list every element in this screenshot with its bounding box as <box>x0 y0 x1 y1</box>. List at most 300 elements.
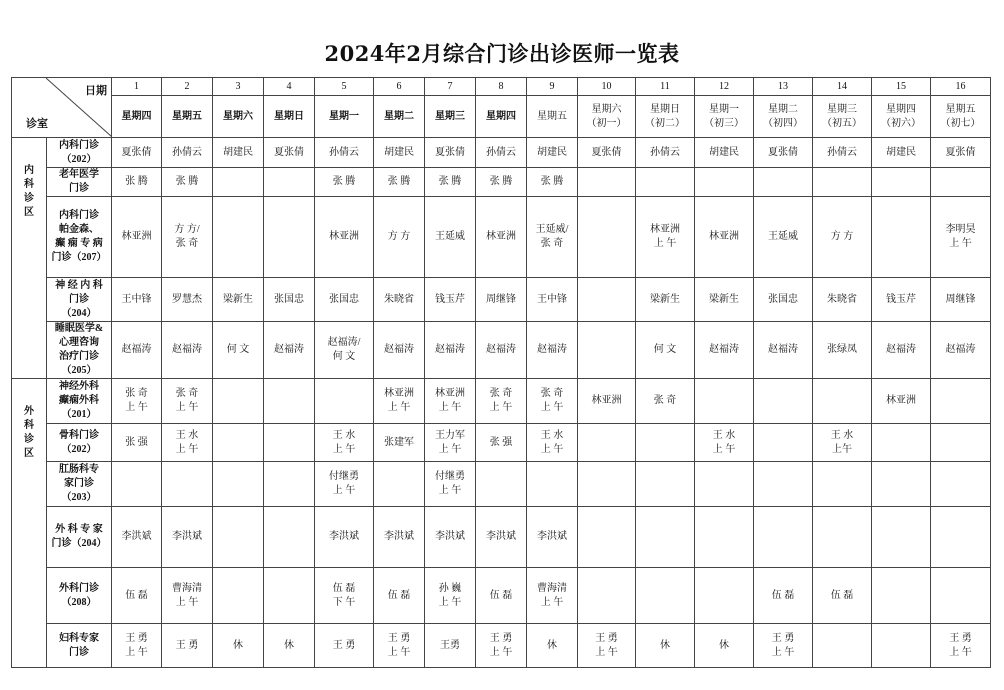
zone-char: 诊 <box>24 193 34 204</box>
cell-line: （初四） <box>763 117 803 129</box>
doctor-cell <box>754 624 813 668</box>
cell-line: 星期二 <box>384 110 414 122</box>
doctor-cell <box>476 624 527 668</box>
dept-name <box>47 138 112 168</box>
cell-line: （初一） <box>586 117 627 129</box>
cell-line: 王中锋 <box>121 293 152 305</box>
doctor-cell <box>636 197 695 278</box>
doctor-cell <box>162 322 213 379</box>
doctor-cell <box>813 568 872 624</box>
dept-row <box>12 168 991 197</box>
cell-line: 上午 <box>832 443 852 455</box>
cell-line: 上 午 <box>175 596 199 608</box>
cell-line: 上 午 <box>438 402 462 413</box>
doctor-cell <box>754 168 813 197</box>
cell-line: 方 方 <box>830 231 854 242</box>
doctor-cell <box>213 379 264 424</box>
doctor-cell <box>112 462 162 507</box>
cell-line: 上 午 <box>540 596 564 608</box>
cell-line: 胡建民 <box>384 146 414 158</box>
day-number: 16 <box>931 78 991 96</box>
weekday-header <box>112 96 162 138</box>
cell-line: 胡建民 <box>886 146 916 158</box>
cell-line: 钱玉芹 <box>886 293 916 305</box>
doctor-cell <box>213 278 264 322</box>
cell-line: 上 午 <box>438 596 462 608</box>
cell-line: 何 文 <box>653 344 677 355</box>
doctor-cell <box>112 278 162 322</box>
cell-line: 王力军 <box>435 429 465 441</box>
cell-line: 星期五 <box>945 103 976 115</box>
doctor-cell <box>695 197 754 278</box>
cell-line: 伍 磊 <box>125 589 148 601</box>
dept-name <box>47 168 112 197</box>
doctor-cell <box>527 424 578 462</box>
doctor-cell <box>931 379 991 424</box>
cell-line: 林亚洲 <box>384 388 414 399</box>
cell-line: 张国忠 <box>768 293 798 305</box>
cell-line: （203） <box>61 492 97 503</box>
doctor-cell <box>754 322 813 379</box>
zone-char: 外 <box>24 406 34 417</box>
cell-line: 上 午 <box>540 402 564 413</box>
cell-line: 李洪斌 <box>121 531 152 542</box>
doctor-cell <box>636 424 695 462</box>
cell-line: 上 午 <box>489 646 513 658</box>
dept-name <box>47 322 112 379</box>
cell-line: 夏张倩 <box>768 146 798 158</box>
weekday-header <box>931 96 991 138</box>
weekday-header <box>636 96 695 138</box>
cell-line: 夏张倩 <box>121 146 152 158</box>
doctor-cell <box>476 197 527 278</box>
weekday-header <box>754 96 813 138</box>
doctor-cell <box>695 462 754 507</box>
day-number: 4 <box>264 78 315 96</box>
weekday-header <box>578 96 636 138</box>
weekday-header <box>315 96 374 138</box>
doctor-cell <box>527 507 578 568</box>
doctor-cell <box>374 138 425 168</box>
dept-row <box>12 278 991 322</box>
doctor-cell <box>527 322 578 379</box>
cell-line: 张 腾 <box>489 176 513 187</box>
cell-line: 林亚洲 <box>329 231 359 242</box>
dept-name <box>47 197 112 278</box>
cell-line: 钱玉芹 <box>435 293 465 305</box>
doctor-cell <box>527 624 578 668</box>
cell-line: 上 午 <box>949 646 972 658</box>
weekday-header <box>813 96 872 138</box>
cell-line: 休 <box>233 639 243 651</box>
cell-line: 上 午 <box>332 443 356 455</box>
cell-line: 外科门诊 <box>59 582 99 594</box>
doctor-cell <box>695 322 754 379</box>
doctor-cell <box>872 138 931 168</box>
header-weekday-row <box>12 96 991 138</box>
doctor-cell <box>754 424 813 462</box>
doctor-cell <box>695 507 754 568</box>
zone-char: 科 <box>24 420 34 431</box>
cell-line: 张 腾 <box>387 176 411 187</box>
doctor-cell <box>578 507 636 568</box>
day-number: 11 <box>636 78 695 96</box>
doctor-cell <box>213 197 264 278</box>
cell-line: 林亚洲 <box>591 395 622 406</box>
doctor-cell <box>162 507 213 568</box>
doctor-cell <box>931 278 991 322</box>
day-number: 6 <box>374 78 425 96</box>
doctor-cell <box>754 379 813 424</box>
cell-line: 星期三 <box>827 103 857 115</box>
doctor-cell <box>578 197 636 278</box>
doctor-cell <box>636 462 695 507</box>
cell-line: （204） <box>61 307 97 319</box>
doctor-cell <box>112 197 162 278</box>
cell-line: 孙倩云 <box>650 146 680 158</box>
doctor-cell <box>425 168 476 197</box>
cell-line: 上 午 <box>653 238 677 249</box>
cell-line: 上 午 <box>175 402 199 413</box>
day-number: 12 <box>695 78 754 96</box>
doctor-cell <box>264 624 315 668</box>
doctor-cell <box>931 624 991 668</box>
doctor-cell <box>374 197 425 278</box>
cell-line: 星期五 <box>537 110 567 122</box>
doctor-cell <box>213 138 264 168</box>
cell-line: 林亚洲 <box>650 224 680 235</box>
doctor-cell <box>315 197 374 278</box>
doctor-cell <box>476 168 527 197</box>
weekday-header <box>264 96 315 138</box>
cell-line: 张 奇 <box>540 238 564 249</box>
doctor-cell <box>695 379 754 424</box>
cell-line: 张国忠 <box>274 293 304 305</box>
weekday-header <box>476 96 527 138</box>
cell-line: 夏张倩 <box>945 146 976 158</box>
weekday-header <box>425 96 476 138</box>
doctor-cell <box>578 168 636 197</box>
doctor-cell <box>112 424 162 462</box>
doctor-cell <box>425 568 476 624</box>
doctor-cell <box>872 624 931 668</box>
cell-line: 张 腾 <box>438 176 462 187</box>
doctor-cell <box>315 138 374 168</box>
cell-line: 夏张倩 <box>591 146 622 158</box>
cell-line: 胡建民 <box>709 146 739 158</box>
cell-line: 朱晓省 <box>384 293 414 305</box>
doctor-cell <box>112 168 162 197</box>
cell-line: 林亚洲 <box>886 395 916 406</box>
cell-line: 胡建民 <box>537 146 567 158</box>
doctor-cell <box>813 278 872 322</box>
cell-line: 星期五 <box>172 110 202 122</box>
cell-line: 张 奇 <box>175 238 199 249</box>
zone-char: 诊 <box>24 434 34 445</box>
day-number: 14 <box>813 78 872 96</box>
cell-line: 心理咨询 <box>59 337 99 348</box>
cell-line: 伍 磊 <box>771 589 795 601</box>
doctor-cell <box>578 424 636 462</box>
cell-line: 下 午 <box>332 596 356 608</box>
cell-line: 孙倩云 <box>827 146 857 158</box>
doctor-cell <box>425 462 476 507</box>
dept-name <box>47 424 112 462</box>
cell-line: 张 奇 <box>653 395 677 406</box>
doctor-cell <box>112 379 162 424</box>
zone-label <box>12 379 47 668</box>
cell-line: （205） <box>61 365 97 376</box>
cell-line: 赵福涛 <box>537 344 567 355</box>
cell-line: 张 奇 <box>489 388 513 399</box>
doctor-cell <box>578 278 636 322</box>
dept-row <box>12 197 991 278</box>
cell-line: 外 科 专 家 <box>55 524 103 535</box>
weekday-header <box>213 96 264 138</box>
doctor-cell <box>315 624 374 668</box>
doctor-cell <box>527 462 578 507</box>
doctor-cell <box>578 379 636 424</box>
cell-line: 王 水 <box>712 429 736 441</box>
doctor-cell <box>315 568 374 624</box>
doctor-cell <box>264 278 315 322</box>
doctor-cell <box>931 197 991 278</box>
weekday-header <box>872 96 931 138</box>
cell-line: 王 水 <box>175 429 199 441</box>
cell-line: 伍 磊 <box>332 582 356 594</box>
doctor-cell <box>636 379 695 424</box>
day-number: 15 <box>872 78 931 96</box>
doctor-cell <box>813 322 872 379</box>
cell-line: 星期日 <box>650 103 680 115</box>
cell-line: 赵福涛 <box>172 344 202 355</box>
doctor-cell <box>695 168 754 197</box>
cell-line: 上 午 <box>712 443 736 455</box>
cell-line: （初三） <box>704 117 744 129</box>
cell-line: 张建军 <box>384 436 414 448</box>
doctor-cell <box>315 322 374 379</box>
doctor-cell <box>636 624 695 668</box>
zone-char: 区 <box>24 207 34 218</box>
cell-line: 王 水 <box>540 429 564 441</box>
doctor-cell <box>476 138 527 168</box>
cell-line: 王延威/ <box>535 224 569 235</box>
doctor-cell <box>162 424 213 462</box>
cell-line: 梁新生 <box>223 293 253 305</box>
dept-row <box>12 322 991 379</box>
cell-line: 梁新生 <box>650 293 680 305</box>
doctor-cell <box>374 379 425 424</box>
dept-row <box>12 624 991 668</box>
cell-line: 上 午 <box>125 402 148 413</box>
cell-line: 张 强 <box>489 436 513 448</box>
doctor-cell <box>213 424 264 462</box>
doctor-cell <box>872 197 931 278</box>
cell-line: 孙倩云 <box>329 146 359 158</box>
doctor-cell <box>213 322 264 379</box>
dept-row <box>12 568 991 624</box>
cell-line: 王 勇 <box>771 632 795 644</box>
doctor-cell <box>636 568 695 624</box>
cell-line: 骨科门诊 <box>59 429 99 441</box>
cell-line: 胡建民 <box>223 146 253 158</box>
doctor-cell <box>695 138 754 168</box>
doctor-cell <box>527 138 578 168</box>
cell-line: 王延威 <box>435 231 465 242</box>
cell-line: 王 勇 <box>949 632 972 644</box>
doctor-cell <box>813 624 872 668</box>
weekday-header <box>695 96 754 138</box>
doctor-cell <box>213 168 264 197</box>
doctor-cell <box>578 624 636 668</box>
doctor-cell <box>813 168 872 197</box>
cell-line: 门诊 <box>69 646 89 658</box>
cell-line: 王 水 <box>830 429 854 441</box>
doctor-cell <box>931 568 991 624</box>
zone-char: 区 <box>24 448 34 459</box>
cell-line: 李洪斌 <box>537 531 567 542</box>
cell-line: 林亚洲 <box>121 231 152 242</box>
cell-line: 付继勇 <box>435 471 465 482</box>
day-number: 5 <box>315 78 374 96</box>
cell-line: 癫 痫 专 病 <box>55 238 103 249</box>
doctor-cell <box>476 568 527 624</box>
cell-line: 王勇 <box>440 639 460 651</box>
day-number: 2 <box>162 78 213 96</box>
doctor-cell <box>264 568 315 624</box>
dept-name <box>47 379 112 424</box>
cell-line: （初二） <box>645 117 685 129</box>
doctor-cell <box>578 568 636 624</box>
doctor-cell <box>578 322 636 379</box>
cell-line: 休 <box>284 639 294 651</box>
doctor-cell <box>872 168 931 197</box>
cell-line: 上 午 <box>438 485 462 496</box>
doctor-cell <box>162 138 213 168</box>
day-number: 10 <box>578 78 636 96</box>
cell-line: 星期日 <box>274 110 304 122</box>
cell-line: （202） <box>61 153 97 165</box>
cell-line: 孙倩云 <box>172 146 202 158</box>
cell-line: 夏张倩 <box>274 146 304 158</box>
cell-line: 李洪斌 <box>329 531 359 542</box>
cell-line: 张 强 <box>125 436 148 448</box>
doctor-cell <box>112 138 162 168</box>
doctor-cell <box>931 322 991 379</box>
cell-line: 孙 巍 <box>438 582 462 594</box>
cell-line: 家门诊 <box>64 478 94 489</box>
cell-line: （201） <box>61 409 97 420</box>
cell-line: 曹海清 <box>172 582 202 594</box>
zone-char: 内 <box>24 165 34 176</box>
cell-line: 赵福涛 <box>709 344 739 355</box>
doctor-cell <box>872 462 931 507</box>
cell-line: 王中锋 <box>537 293 567 305</box>
doctor-cell <box>374 507 425 568</box>
doctor-cell <box>162 568 213 624</box>
doctor-cell <box>872 568 931 624</box>
doctor-cell <box>931 424 991 462</box>
date-label: 日期 <box>85 85 107 97</box>
cell-line: 赵福涛 <box>486 344 516 355</box>
day-number: 3 <box>213 78 264 96</box>
cell-line: 星期四 <box>486 110 516 122</box>
doctor-cell <box>425 424 476 462</box>
day-number: 1 <box>112 78 162 96</box>
doctor-cell <box>754 138 813 168</box>
doctor-cell <box>112 624 162 668</box>
cell-line: 张 腾 <box>540 176 564 187</box>
cell-line: 何 文 <box>332 351 356 362</box>
cell-line: 张 奇 <box>175 388 199 399</box>
cell-line: 上 午 <box>175 443 199 455</box>
cell-line: 门诊 <box>69 183 89 194</box>
cell-line: 星期二 <box>768 103 798 115</box>
doctor-cell <box>264 462 315 507</box>
cell-line: 门诊（207） <box>51 252 107 263</box>
cell-line: 李洪斌 <box>172 531 202 542</box>
cell-line: 内科门诊 <box>59 139 99 151</box>
cell-line: （208） <box>61 596 97 608</box>
doctor-cell <box>425 322 476 379</box>
doctor-cell <box>931 168 991 197</box>
cell-line: 李洪斌 <box>384 531 414 542</box>
doctor-cell <box>754 507 813 568</box>
doctor-cell <box>374 168 425 197</box>
cell-line: 内科门诊 <box>59 210 99 221</box>
doctor-cell <box>425 624 476 668</box>
doctor-cell <box>264 424 315 462</box>
doctor-cell <box>315 168 374 197</box>
cell-line: 赵福涛 <box>435 344 465 355</box>
cell-line: 星期三 <box>435 110 465 122</box>
cell-line: 李洪斌 <box>435 531 465 542</box>
cell-line: 星期一 <box>329 110 359 122</box>
doctor-cell <box>476 322 527 379</box>
doctor-cell <box>754 278 813 322</box>
dept-row <box>12 424 991 462</box>
cell-line: 肛肠科专 <box>59 464 99 475</box>
cell-line: 星期六 <box>223 110 253 122</box>
cell-line: 周继锋 <box>486 293 516 305</box>
cell-line: 张绿凤 <box>827 344 857 355</box>
cell-line: 赵福涛 <box>274 344 304 355</box>
weekday-header <box>374 96 425 138</box>
doctor-cell <box>931 138 991 168</box>
cell-line: （202） <box>61 443 97 455</box>
doctor-cell <box>754 197 813 278</box>
dept-name <box>47 278 112 322</box>
doctor-cell <box>813 197 872 278</box>
cell-line: 何 文 <box>226 344 250 355</box>
doctor-cell <box>264 138 315 168</box>
day-number: 7 <box>425 78 476 96</box>
zone-char: 科 <box>24 179 34 190</box>
cell-line: （初七） <box>940 117 981 129</box>
dept-row <box>12 138 991 168</box>
doctor-cell <box>374 424 425 462</box>
doctor-cell <box>636 322 695 379</box>
cell-line: 上 午 <box>438 443 462 455</box>
cell-line: 张 奇 <box>540 388 564 399</box>
doctor-cell <box>813 507 872 568</box>
doctor-cell <box>813 462 872 507</box>
doctor-cell <box>425 507 476 568</box>
cell-line: 上 午 <box>949 238 972 249</box>
weekday-header <box>527 96 578 138</box>
doctor-cell <box>636 168 695 197</box>
cell-line: 罗慧杰 <box>172 293 202 305</box>
